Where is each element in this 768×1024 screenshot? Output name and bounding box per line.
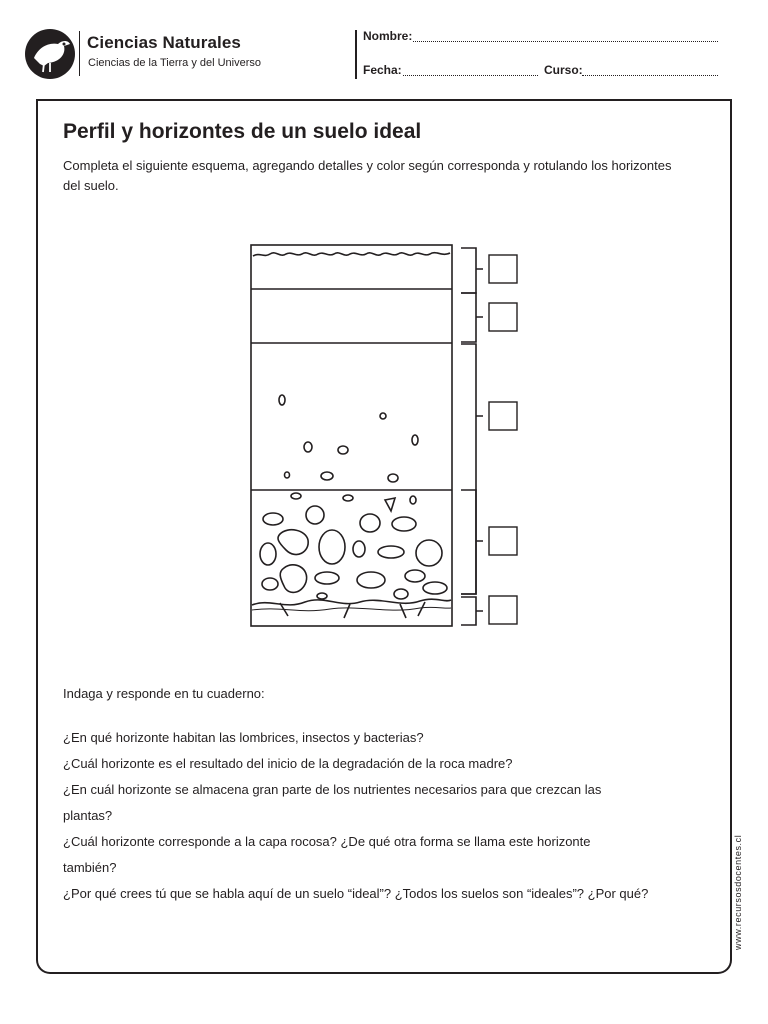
- horizon-label-box[interactable]: [489, 596, 517, 624]
- question-item: también?: [63, 860, 117, 875]
- date-field[interactable]: [403, 75, 538, 76]
- brand-title: Ciencias Naturales: [87, 33, 241, 52]
- course-field[interactable]: [582, 75, 718, 76]
- page-header: [0, 0, 768, 95]
- form-divider: [355, 30, 357, 79]
- date-label: Fecha:: [363, 63, 402, 77]
- worksheet-title: Perfil y horizontes de un suelo ideal: [63, 120, 422, 143]
- name-label: Nombre:: [363, 29, 413, 43]
- soil-profile-diagram: [240, 238, 530, 638]
- inquiry-prompt: Indaga y responde en tu cuaderno:: [63, 686, 265, 701]
- worksheet-instructions: Completa el siguiente esquema, agregando detalles y color según corresponda y rotulando los horizontes del suelo.: [63, 158, 672, 193]
- brand-subtitle: Ciencias de la Tierra y del Universo: [88, 57, 262, 69]
- course-label: Curso:: [544, 63, 583, 77]
- horizon-label-box[interactable]: [489, 527, 517, 555]
- bird-logo-icon: [24, 28, 76, 80]
- question-item: ¿Cuál horizonte corresponde a la capa rocosa? ¿De qué otra forma se llama este horizonte: [63, 834, 591, 849]
- question-item: ¿En cuál horizonte se almacena gran parte de los nutrientes necesarios para que crezcan las: [63, 782, 602, 797]
- brand-divider: [79, 31, 80, 76]
- question-item: plantas?: [63, 808, 113, 823]
- question-list: [63, 725, 713, 907]
- horizon-label-box[interactable]: [489, 402, 517, 430]
- question-item: ¿Por qué crees tú que se habla aquí de un suelo “ideal”? ¿Todos los suelos son “ideales”? ¿Por qué?: [63, 886, 649, 901]
- horizon-label-box[interactable]: [489, 303, 517, 331]
- horizon-label-box[interactable]: [489, 255, 517, 283]
- source-url: www.recursosdocentes.cl: [733, 834, 743, 950]
- question-item: ¿Cuál horizonte es el resultado del inicio de la degradación de la roca madre?: [63, 756, 513, 771]
- name-field[interactable]: [413, 41, 718, 42]
- question-item: ¿En qué horizonte habitan las lombrices, insectos y bacterias?: [63, 730, 424, 745]
